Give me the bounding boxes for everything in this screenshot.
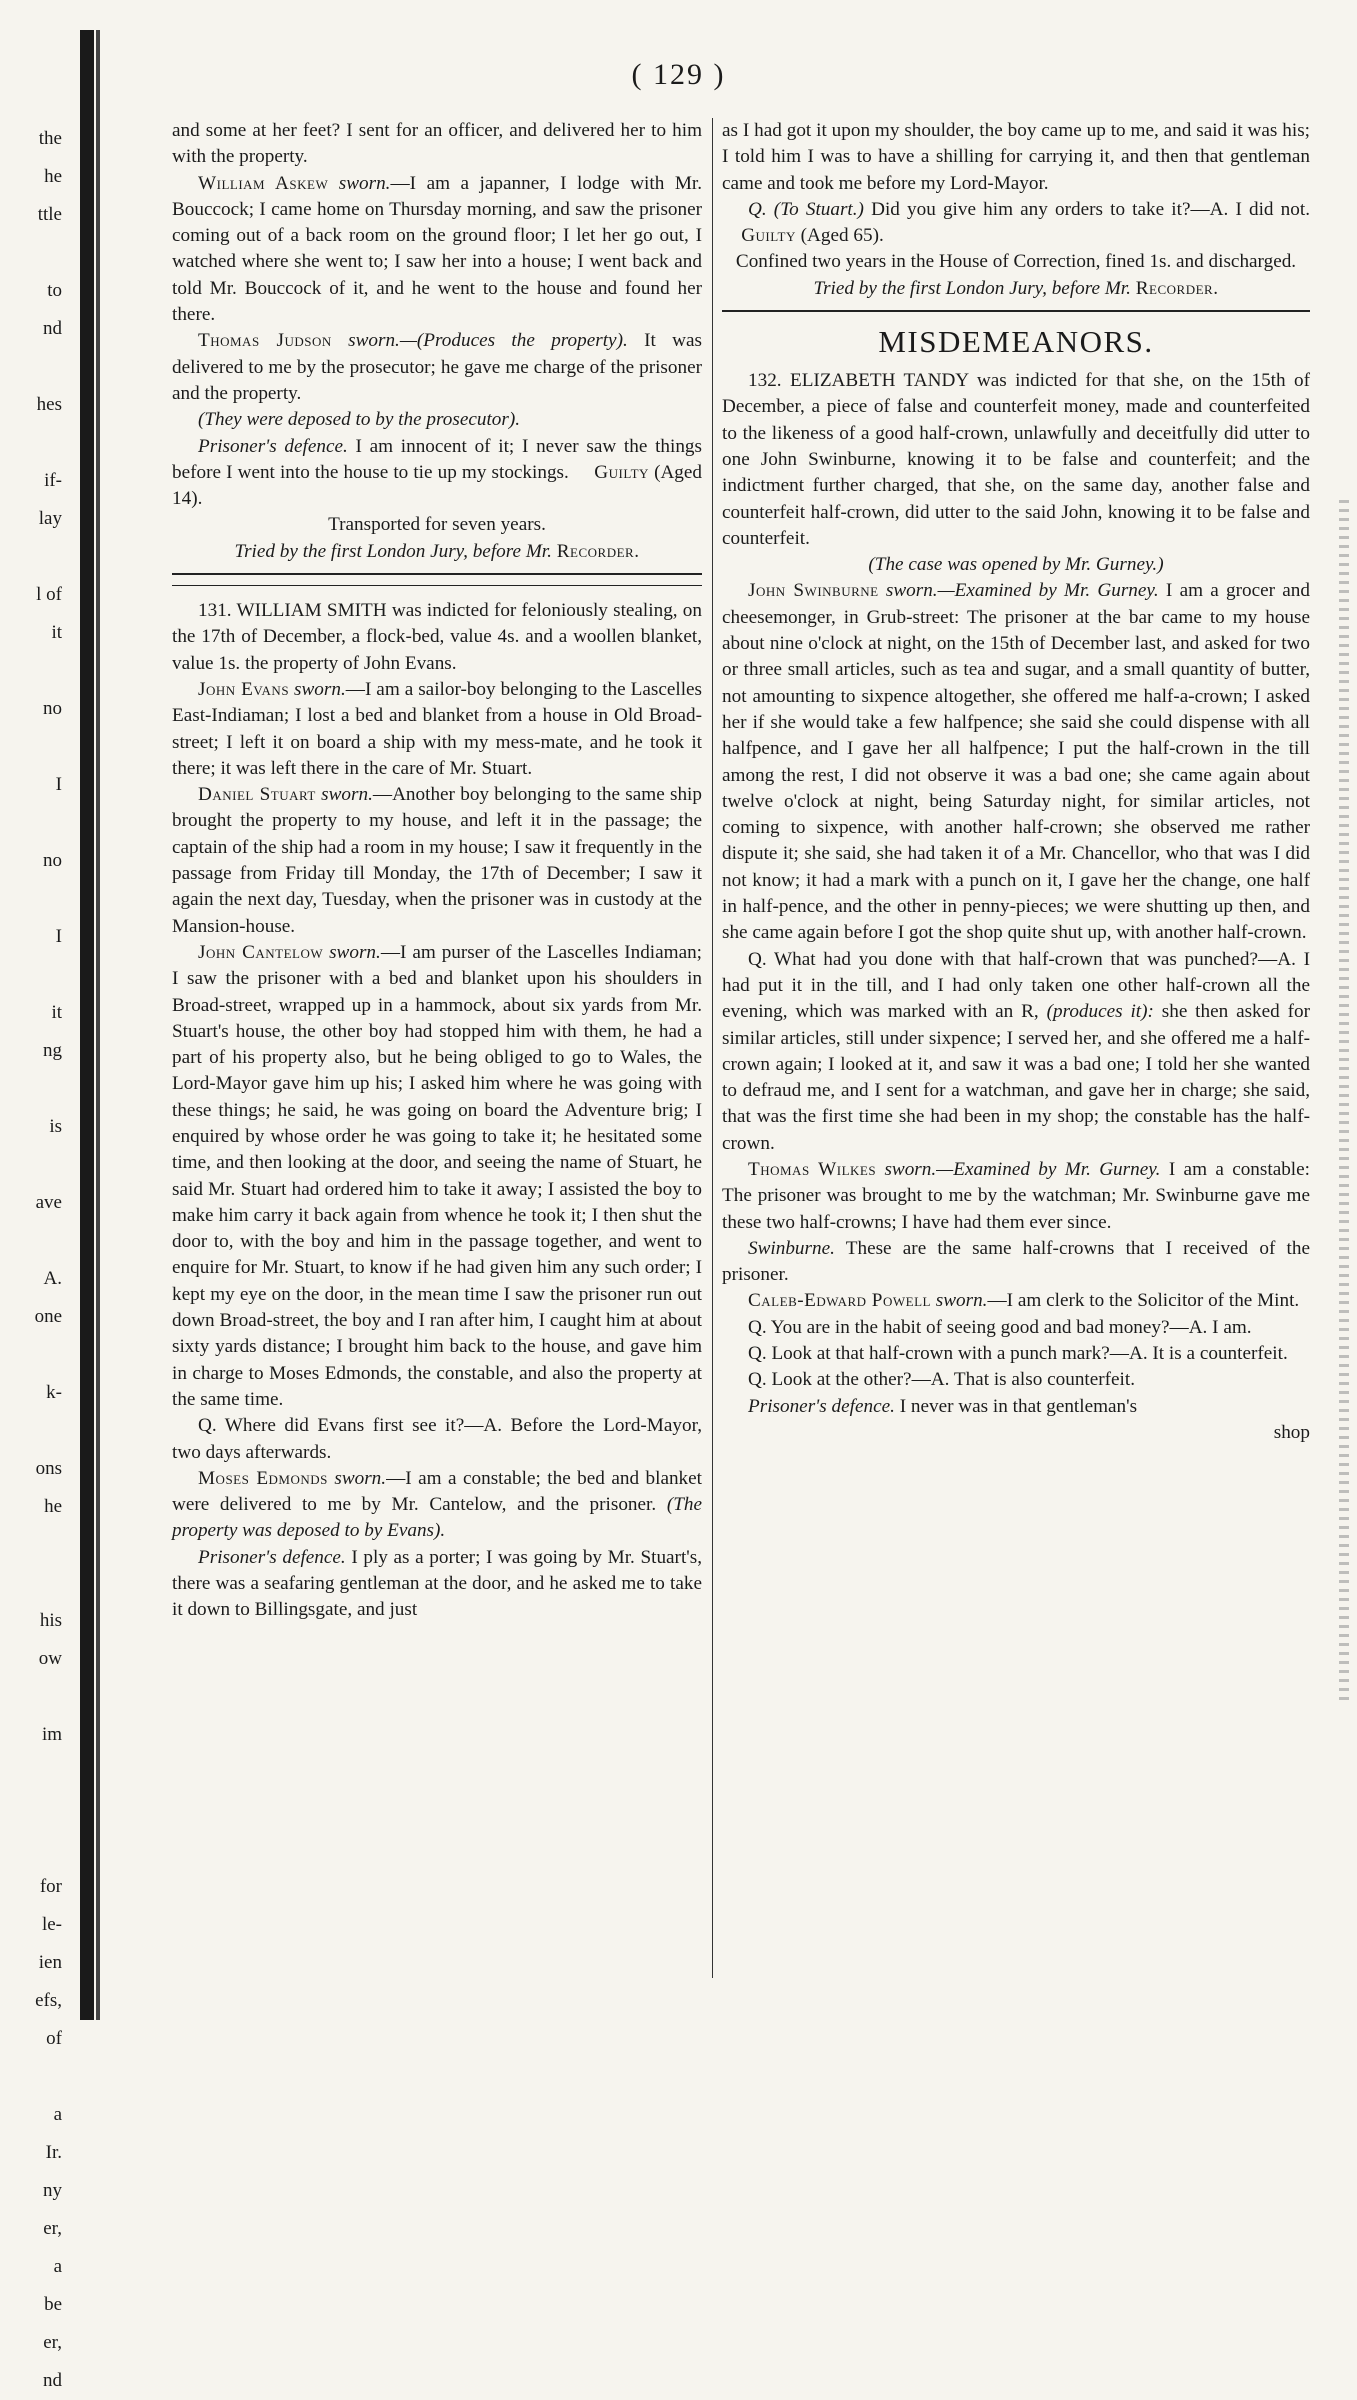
testimony-text: —I am a sailor-boy belonging to the Lascelles East-Indiaman; I lost a bed and blanket from a house in Old Broad-street; I left it on board a ship with my mess-mate, and he took it there; it was left there in the care of Mr. Stuart. (172, 678, 703, 779)
case-132-intro: 132. ELIZABETH TANDY was indicted for that she, on the 15th of December, a piece of false and counterfeit money, made and counterfeited to the likeness of a good half-crown, unlawfully and deceitfully did utter to one John Swinburne, knowing it to be false and counterfeit; and the indictment further charged, that she, on the same day, another false and counterfeit half-crown, did utter to the said John, knowing it to be false and counterfeit. (722, 370, 1310, 549)
bleed-fragment (0, 1412, 62, 1450)
tried-text: Tried by the first London Jury, before Mr. (813, 277, 1131, 299)
right-edge-marks (1339, 500, 1349, 1700)
bleed-fragment: no (43, 698, 62, 719)
defence-text: I ply as a porter; I was going by Mr. Stuart's, there was a seafaring gentleman at the door, and he asked me to take it down to Billingsgate, and just (172, 1546, 702, 1621)
section-rule (172, 573, 702, 575)
defence-label: Prisoner's defence. (198, 1546, 346, 1568)
testimony-powell (722, 1288, 1310, 1314)
produces-note: (produces it): (1046, 1001, 1154, 1023)
bleed-fragment: l of (36, 584, 62, 605)
column-divider (712, 118, 713, 1978)
bleed-fragment: one (34, 1306, 62, 1327)
question-label: Q. (To Stuart.) (748, 198, 864, 220)
bleed-fragment (0, 728, 62, 766)
bleed-fragment: ttle (37, 204, 62, 225)
bleed-fragment (0, 424, 62, 462)
section-rule (722, 310, 1310, 312)
sworn-label: sworn. (294, 678, 346, 700)
testimony-text: —I am purser of the Lascelles Indiaman; I saw the prisoner with a bed and blanket upon his shoulders in Broad-street, wrapped up in a hammock, about six yards from Mr. Stuart's house, the other boy had stopped him with them, he had a part of his property also, but he being obliged to go to Wales, the Lord-Mayor gave him up his; I asked him where he was going with these things; he said, he was going on board the Adventure brig; I enquired by whose order he was going to take it; he hesitated some time, and then looking at the door, and seeing the name of Stuart, he said Mr. Stuart had ordered him to take it away; I assisted the boy to make him carry it back again from whence he took it; I then shut the door to, with the boy and him in the passage together, and went to enquire for Mr. Stuart, to know if he had given him any such order; I kept my eye on the door, in the mean time I saw the prisoner run out down Broad-street, the boy and I ran after him, I caught him at about sixty yards distance; I brought him back to the house, and gave him in charge to Moses Edmonds, the constable, and also the property at the same time. (172, 941, 703, 1410)
prisoner-defence (722, 1394, 1310, 1420)
sworn-label: sworn. (334, 1467, 387, 1489)
paragraph: as I had got it upon my shoulder, the boy came up to me, and said it was his; I told him I was to have a shilling for carrying it, and then that gentleman came and took me before my Lord-Mayor. (722, 120, 1310, 194)
prisoner-defence (172, 1545, 702, 1624)
bleed-fragment (0, 348, 62, 386)
bleed-fragment (0, 1070, 62, 1108)
verdict: Guilty (741, 225, 796, 247)
bleed-fragment: le- (41, 1914, 62, 1935)
question (722, 197, 1310, 250)
bleed-fragment (0, 652, 62, 690)
bleed-fragment: it (51, 622, 62, 643)
bleed-fragment: to (47, 280, 62, 301)
testimony-wilkes (722, 1157, 1310, 1236)
bleed-fragment: im (41, 1724, 62, 1745)
bleed-fragment: ave (35, 1192, 62, 1213)
bleed-fragment: hes (36, 394, 62, 415)
bleed-fragment: it (51, 1002, 62, 1023)
deposed-note: (They were deposed to by the prosecutor). (198, 409, 521, 431)
recorder: Recorder. (1135, 277, 1219, 299)
bleed-fragment: a (53, 2256, 62, 2277)
testimony-stuart (172, 782, 702, 940)
catchword: shop (1273, 1421, 1310, 1443)
bleed-fragment: nd (43, 2370, 62, 2391)
bleed-fragment: a (53, 2104, 62, 2125)
section-rule (172, 585, 702, 586)
testimony-askew (172, 171, 702, 329)
sworn-label: sworn. (321, 784, 373, 806)
witness-name: Moses Edmonds (198, 1467, 328, 1489)
testimony-evans (172, 677, 702, 782)
sentence: Confined two years in the House of Correction, fined 1s. and discharged. (735, 251, 1297, 273)
bleed-fragment: Ir. (45, 2142, 62, 2163)
bleed-fragment: is (49, 1116, 62, 1137)
bleed-fragment: ng (43, 1040, 62, 1061)
bleed-fragment: if- (44, 470, 62, 491)
bleed-fragment: I (55, 774, 62, 795)
bleed-fragment (0, 880, 62, 918)
witness-name: Thomas Judson (198, 330, 332, 352)
bleed-fragment: ien (38, 1952, 62, 1973)
bleed-fragment (0, 1678, 62, 1716)
witness-name: Daniel Stuart (198, 784, 316, 806)
testimony-text: I am a constable: The prisoner was brought to me by the watchman; Mr. Swinburne gave me these two half-crowns; I have had them ever since. (722, 1158, 1310, 1233)
right-column (722, 118, 1310, 1446)
binding-shadow (80, 30, 94, 2020)
bleed-fragment: no (43, 850, 62, 871)
verdict: Guilty (594, 461, 649, 483)
left-column (172, 118, 702, 1624)
recorder: Recorder. (556, 540, 640, 562)
bleed-fragment: ow (38, 1648, 62, 1669)
tried-note (722, 276, 1310, 302)
testimony-text: I am a grocer and cheesemonger, in Grub-street: The prisoner at the bar came to my house about nine o'clock at night, on the 15th of December last, and asked for two or three small articles, such as tea and sugar, and a small quantity of butter, not amounting to sixpence altogether, she offered me half-a-crown; I asked her if she would take a few halfpence; she said she could dispense with all halfpence, and I gave her all halfpence; I put the half-crown in the till among the rest, I did not observe it was a bad one; she came again about twelve o'clock at night, being Saturday night, for similar articles, not coming to sixpence, with another half-crown; she observed me rather dispute it; she said, she had taken it of a Mr. Chancellor, who that was I did not know; it had a mark with a punch on it, I gave her the change, one half in half-pence, and the other in penny-pieces; we were shutting up then, and she came again before I got the shop quite shut up, with another half-crown. (722, 580, 1310, 944)
section-heading: MISDEMEANORS. (878, 324, 1154, 360)
question: Q. You are in the habit of seeing good and bad money?—A. I am. (748, 1316, 1252, 1338)
testimony-swinburne-2 (722, 1236, 1310, 1289)
sworn-label: sworn.—(Produces the property). (348, 330, 628, 352)
defence-text: I never was in that gentleman's (894, 1395, 1138, 1417)
witness-name: John Evans (198, 678, 290, 700)
bleed-fragment: ons (35, 1458, 62, 1479)
bleed-fragment: k- (46, 1382, 62, 1403)
left-page-bleed (0, 120, 62, 2391)
tried-note (172, 539, 702, 565)
bleed-fragment: efs, (35, 1990, 62, 2011)
bleed-fragment: er, (43, 2218, 62, 2239)
page-number: ( 129 ) (631, 58, 726, 91)
defence-label: Prisoner's defence. (748, 1395, 895, 1417)
bleed-fragment (0, 1526, 62, 1564)
defence-label: Prisoner's defence. (198, 435, 348, 457)
testimony-edmonds (172, 1466, 702, 1545)
witness-name: Swinburne. (748, 1237, 835, 1259)
bleed-fragment (0, 1222, 62, 1260)
bleed-fragment: be (44, 2294, 62, 2315)
question-text: Did you give him any orders to take it?—A. I did not. (863, 198, 1310, 220)
testimony-text: —I am clerk to the Solicitor of the Mint. (987, 1290, 1300, 1312)
bleed-fragment (0, 1792, 62, 1830)
bleed-fragment: ny (43, 2180, 62, 2201)
deposed-note: (The property was deposed to by Evans). (172, 1494, 703, 1542)
binding-edge (96, 30, 100, 2020)
testimony-text: —I am a japanner, I lodge with Mr. Bouccock; I came home on Thursday morning, and saw the prisoner coming out of a back room on the ground floor; I let her go out, I watched where she went to; I saw her into a house; I went back and told Mr. Bouccock of it, and he went to the house and found her there. (172, 172, 703, 326)
bleed-fragment (0, 956, 62, 994)
bleed-fragment: for (39, 1876, 62, 1897)
verdict-age: (Aged 65). (800, 225, 884, 247)
question (722, 947, 1310, 1157)
question-text-cont: she then asked for similar articles, still under sixpence; I served her, and she offered me a half-crown again; I looked at it, and saw it was a bad one; I told her she wanted to defraud me, and I sent for a watchman, and gave her in charge; she said, that was the first time she had been in my shop; the constable has the half-crown. (722, 1001, 1310, 1154)
sworn-label: sworn. (935, 1290, 988, 1312)
bleed-fragment: the (38, 128, 62, 149)
bleed-fragment (0, 1146, 62, 1184)
bleed-fragment (0, 804, 62, 842)
bleed-fragment: lay (38, 508, 62, 529)
testimony-text: —Another boy belonging to the same ship brought the property to my house, and left it in the passage; the captain of the ship had a room in my house; I saw it frequently in the passage from Friday till Monday, the 17th of December; I saw it again the next day, Tuesday, when the prisoner was in custody at the Mansion-house. (172, 784, 702, 937)
bleed-fragment (0, 1564, 62, 1602)
bleed-fragment: he (44, 166, 62, 187)
question-text: Q. What had you done with that half-crown that was punched?—A. I had put it in the till, and I had only taken one other half-crown all the evening, which was marked with an R, (722, 948, 1310, 1023)
bleed-fragment: er, (43, 2332, 62, 2353)
testimony-swinburne (722, 578, 1310, 946)
testimony-cantelow (172, 940, 702, 1413)
case-opened-note: (The case was opened by Mr. Gurney.) (868, 554, 1164, 576)
witness-name: William Askew (198, 172, 329, 194)
bleed-fragment: nd (43, 318, 62, 339)
witness-name: Thomas Wilkes (748, 1158, 877, 1180)
sentence: Transported for seven years. (328, 514, 546, 536)
question: Q. Where did Evans first see it?—A. Before the Lord-Mayor, two days afterwards. (172, 1415, 702, 1463)
bleed-fragment (0, 1830, 62, 1868)
question: Q. Look at the other?—A. That is also counterfeit. (748, 1369, 1136, 1391)
testimony-text: These are the same half-crowns that I received of the prisoner. (722, 1237, 1310, 1286)
bleed-fragment (0, 1336, 62, 1374)
defence-text: I am innocent of it; I never saw the things before I went into the house to tie up my stockings. (172, 435, 702, 483)
testimony-text: It was delivered to me by the prosecutor; he gave me charge of the prisoner and the property. (172, 330, 703, 404)
sworn-label: sworn.—Examined by Mr. Gurney. (885, 580, 1159, 602)
prisoner-defence (172, 434, 702, 513)
bleed-fragment (0, 538, 62, 576)
witness-name: John Swinburne (748, 580, 879, 602)
bleed-fragment (0, 234, 62, 272)
tried-text: Tried by the first London Jury, before Mr. (234, 540, 552, 562)
witness-name: John Cantelow (198, 941, 324, 963)
bleed-fragment: of (46, 2028, 62, 2049)
sworn-label: sworn.—Examined by Mr. Gurney. (884, 1158, 1161, 1180)
sworn-label: sworn. (329, 941, 381, 963)
verdict-age: (Aged 14). (172, 461, 703, 510)
bleed-fragment: he (44, 1496, 62, 1517)
question: Q. Look at that half-crown with a punch mark?—A. It is a counterfeit. (748, 1343, 1288, 1365)
case-131-intro: 131. WILLIAM SMITH was indicted for feloniously stealing, on the 17th of December, a flock-bed, value 4s. and a woollen blanket, value 1s. the property of John Evans. (172, 600, 702, 674)
paragraph: and some at her feet? I sent for an officer, and delivered her to him with the property. (172, 120, 702, 168)
sworn-label: sworn. (338, 172, 391, 194)
bleed-fragment: A. (43, 1268, 62, 1289)
witness-name: Caleb-Edward Powell (748, 1290, 931, 1312)
testimony-judson (172, 328, 702, 407)
bleed-fragment: I (55, 926, 62, 947)
bleed-fragment (0, 1754, 62, 1792)
bleed-fragment: his (39, 1610, 62, 1631)
bleed-fragment (0, 2058, 62, 2096)
testimony-text: —I am a constable; the bed and blanket were delivered to me by Mr. Cantelow, and the prisoner. (172, 1467, 702, 1516)
